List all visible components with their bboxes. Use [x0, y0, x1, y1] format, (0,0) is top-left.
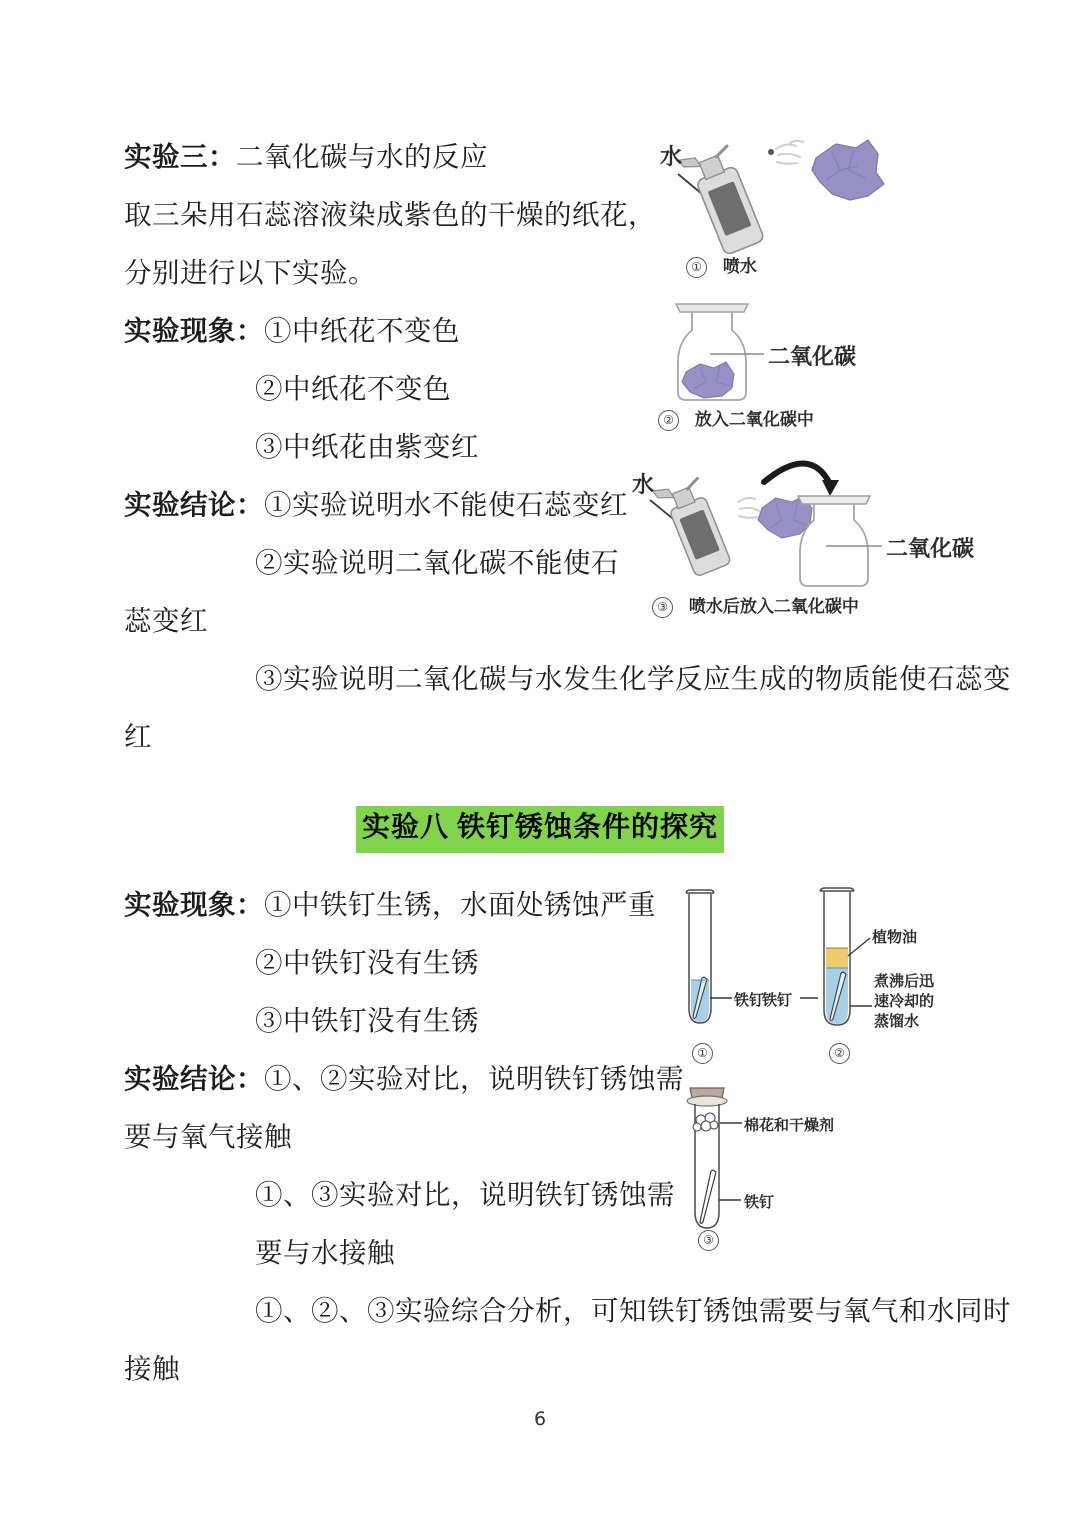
page-number: 6	[533, 1408, 547, 1430]
line-rest: ①、③实验对比，说明铁钉锈蚀需	[255, 1179, 675, 1210]
line-rest: 取三朵用石蕊溶液染成紫色的干燥的纸花，	[124, 199, 656, 230]
line-lead: 实验现象：	[124, 889, 264, 920]
line-rest: ②中纸花不变色	[255, 373, 451, 404]
line-rest: ①中铁钉生锈，水面处锈蚀严重	[264, 889, 656, 920]
spray-bottle-icon	[679, 141, 765, 258]
carbon-dioxide-label: 二氧化碳	[886, 537, 975, 562]
circled-number: ①	[692, 1043, 713, 1064]
tube1-number	[692, 1043, 713, 1064]
purple-paper-flower-icon	[682, 362, 734, 398]
tube2-water-label-line3: 蒸馏水	[874, 1012, 920, 1030]
text-line	[124, 1340, 964, 1398]
test-tube-2-icon	[820, 888, 854, 1025]
line-lead: 实验结论：	[124, 489, 264, 520]
water-label: 水	[632, 473, 655, 498]
line-rest: 要与水接触	[255, 1237, 395, 1268]
figure-caption	[652, 592, 859, 618]
jar-lid-icon	[676, 304, 748, 312]
tube1-nail-label: 铁钉	[734, 991, 765, 1009]
line-rest: 要与氧气接触	[124, 1121, 292, 1152]
line-rest: ③中纸花由紫变红	[255, 431, 479, 462]
circled-number: ②	[829, 1043, 850, 1064]
test-tube-3-icon	[687, 1088, 727, 1228]
mist-icon	[776, 141, 803, 164]
line-rest: 接触	[124, 1353, 180, 1384]
figure-test-tube-3	[662, 1082, 982, 1262]
caption-text: 喷水后放入二氧化碳中	[688, 597, 859, 617]
spray-bottle-icon	[653, 474, 732, 580]
tube2-nail-label: 铁钉	[762, 991, 793, 1009]
purple-paper-flower-icon	[812, 140, 884, 200]
test-tube-1-icon	[686, 890, 714, 1023]
mist-icon	[738, 498, 759, 518]
line-rest: 红	[124, 721, 152, 752]
line-rest: 二氧化碳与水的反应	[236, 141, 488, 172]
line-rest: ①实验说明水不能使石蕊变红	[264, 489, 628, 520]
jar-lid-icon	[798, 496, 870, 504]
water-label: 水	[660, 145, 683, 170]
figure-sprayed-flower-into-co2-jar	[614, 450, 980, 622]
tube3-nail-label: 铁钉	[744, 1193, 775, 1211]
circled-number: ③	[698, 1230, 719, 1251]
line-rest: ③中铁钉没有生锈	[255, 1005, 479, 1036]
text-line	[124, 1282, 1011, 1340]
line-rest: 分别进行以下实验。	[124, 257, 376, 288]
caption-number: ①	[686, 257, 707, 278]
figure-caption	[658, 405, 814, 431]
caption-number: ②	[658, 410, 679, 431]
tube2-number	[829, 1043, 850, 1064]
curved-arrow-icon	[764, 463, 839, 496]
line-rest: 蕊变红	[124, 605, 208, 636]
figure-flower-in-co2-jar	[648, 288, 978, 440]
section-two-title-wrap	[0, 806, 1080, 853]
line-rest: ①、②实验对比，说明铁钉锈蚀需	[264, 1063, 684, 1094]
line-lead: 实验三：	[124, 141, 236, 172]
line-lead: 实验结论：	[124, 1063, 264, 1094]
caption-text: 放入二氧化碳中	[694, 410, 814, 430]
line-rest: ①、②、③实验综合分析，可知铁钉锈蚀需要与氧气和水同时	[255, 1295, 1011, 1326]
caption-number: ③	[652, 597, 673, 618]
carbon-dioxide-label: 二氧化碳	[768, 345, 857, 370]
tube2-water-label-line1: 煮沸后迅	[874, 972, 935, 990]
figure-caption	[686, 252, 757, 278]
tube3-cotton-label: 棉花和干燥剂	[744, 1116, 835, 1134]
line-rest: ②实验说明二氧化碳不能使石	[255, 547, 619, 578]
section-title-highlight: 实验八 铁钉锈蚀条件的探究	[356, 806, 724, 853]
tube2-oil-label: 植物油	[872, 928, 918, 946]
leader-line	[848, 938, 870, 956]
tube2-water-label-line2: 速冷却的	[874, 992, 935, 1010]
figure-test-tubes-1-2	[662, 880, 982, 1080]
caption-text: 喷水	[722, 257, 757, 277]
text-line	[124, 650, 1011, 708]
figure-spray-water-on-flower	[640, 122, 970, 292]
line-rest: ①中纸花不变色	[264, 315, 460, 346]
text-line	[124, 708, 964, 766]
line-rest: ③实验说明二氧化碳与水发生化学反应生成的物质能使石蕊变	[255, 663, 1011, 694]
tube3-number	[698, 1230, 719, 1251]
cotton-desiccant-icon	[693, 1113, 718, 1131]
line-lead: 实验现象：	[124, 315, 264, 346]
line-rest: ②中铁钉没有生锈	[255, 947, 479, 978]
